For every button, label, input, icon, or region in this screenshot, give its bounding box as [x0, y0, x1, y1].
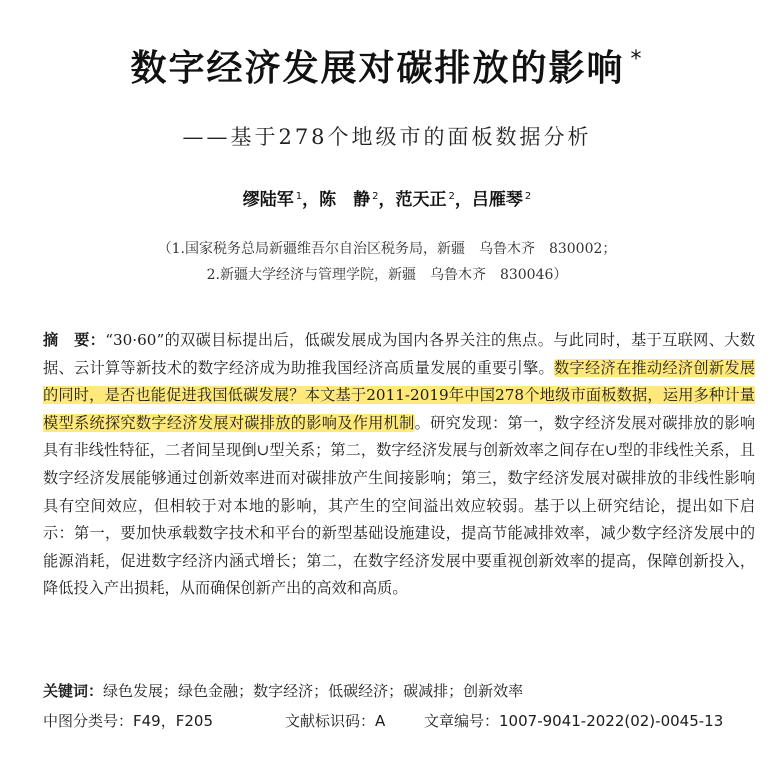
- keywords-label: 关键词：: [43, 682, 104, 700]
- article-number: [424, 710, 723, 731]
- keyword-separator: ；: [238, 682, 254, 700]
- article-number-value: 1007-9041-2022(02)-0045-13: [499, 712, 724, 730]
- keywords: [43, 680, 755, 701]
- author-name: 吕雁琴: [471, 190, 523, 210]
- abstract-highlight: 数字经济在推动经济创新发展的同时，是否也能促进我国低碳发展？本文基于2011-2019年中国278个地级市面板数据，运用多种计量模型系统探究数字经济发展对碳排放的影响及作用机制: [43, 358, 756, 432]
- clc-number: [43, 710, 213, 731]
- author-affil-mark: 2: [524, 191, 532, 202]
- affiliation-line: 2.新疆大学经济与管理学院，新疆 乌鲁木齐 830046）: [206, 267, 568, 283]
- paper-subtitle: ——基于278个地级市的面板数据分析: [182, 125, 592, 149]
- keyword-separator: ；: [388, 682, 404, 700]
- keyword-separator: ；: [163, 682, 179, 700]
- document-code-label: 文献标识码：: [285, 712, 376, 730]
- document-code: [285, 710, 385, 731]
- author-list: 缪陆军 $^1$，陈 静 $^2$，范天正 $^2$，吕雁琴 $^2$: [242, 190, 532, 210]
- clc-value: F49，F205: [133, 712, 213, 730]
- abstract-label: 摘 要：: [43, 331, 106, 349]
- keyword: 碳减排: [403, 682, 449, 700]
- keyword: 低碳经济: [328, 682, 389, 700]
- author-affil-mark: 1: [295, 191, 303, 202]
- author-affil-mark: 2: [372, 191, 379, 202]
- keyword: 绿色金融: [178, 682, 239, 700]
- document-code-value: A: [375, 712, 386, 730]
- keyword-list: [103, 682, 523, 700]
- abstract: [43, 327, 755, 603]
- keyword-separator: ；: [448, 682, 464, 700]
- author-affil-mark: 2: [448, 191, 455, 202]
- author-name: 陈 静: [319, 190, 371, 210]
- paper-title: [0, 40, 774, 91]
- keyword: 数字经济: [253, 682, 314, 700]
- keyword: 绿色发展: [103, 682, 164, 700]
- keyword-separator: ；: [313, 682, 329, 700]
- abstract-text-findings: 。研究发现：第一，数字经济发展对碳排放的影响具有非线性特征，二者间呈现倒∪型关系；第二，数字经济发展与创新效率之间存在∪型的非线性关系，且数字经济发展能够通过创新效率进而对碳排放产生间接影响；第三，数字经济发展对碳排放的非线性影响具有空间效应，但相较于对本地的影响，其产生的空间溢出效应较弱。基于以上研究结论，提出如下启示：第一，要加快承载数字技术和平台的新型基础设施建设，提高节能减排效率，减少数字经济发展中的能源消耗，促进数字经济内涵式增长；第二，在数字经济发展中要重视创新效率的提高，保障创新投入，降低投入产出损耗，从而确保创新产出的高效和高质。: [43, 413, 756, 598]
- title-text: 数字经济发展对碳排放的影响: [130, 48, 625, 89]
- keyword: 创新效率: [463, 682, 524, 700]
- title-footnote-mark: *: [630, 47, 644, 72]
- author-name: 缪陆军: [242, 190, 294, 210]
- author-name: 范天正: [395, 190, 447, 210]
- clc-label: 中图分类号：: [43, 712, 134, 730]
- abstract-text-intro: “30·60”的双碳目标提出后，低碳发展成为国内各界关注的焦点。与此同时，基于互联网、大数据、云计算等新技术的数字经济成为助推我国经济高质量发展的重要引擎。: [43, 331, 756, 377]
- article-number-label: 文章编号：: [424, 712, 500, 730]
- affiliation-line: （1.国家税务总局新疆维吾尔自治区税务局，新疆 乌鲁木齐 830002；: [157, 241, 617, 257]
